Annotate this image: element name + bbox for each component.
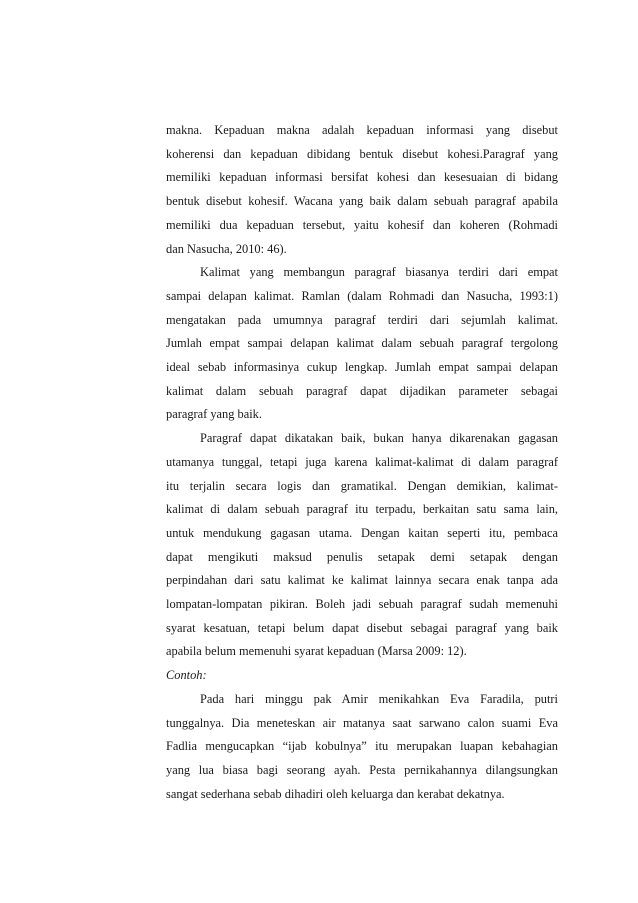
text-line: memiliki kepaduan informasi bersifat kohesi dan kesesuaian di bidang (166, 170, 558, 185)
text-line: paragraf yang baik. (166, 407, 262, 422)
example-heading: Contoh: (166, 668, 207, 683)
paragraph-kepaduan-makna (166, 119, 558, 261)
text-line: koherensi dan kepaduan dibidang bentuk disebut kohesi.Paragraf yang (166, 146, 558, 161)
text-line: sampai delapan kalimat. Ramlan (dalam Rohmadi dan Nasucha, 1993:1) (166, 288, 558, 303)
text-line: utamanya tunggal, tetapi juga karena kalimat-kalimat di dalam paragraf (166, 454, 558, 469)
text-line: apabila belum memenuhi syarat kepaduan (Marsa 2009: 12). (166, 644, 467, 659)
text-line: kalimat di dalam sebuah paragraf itu terpadu, berkaitan satu sama lain, (166, 502, 558, 517)
text-line: Jumlah empat sampai delapan kalimat dalam sebuah paragraf tergolong (166, 336, 558, 351)
text-line: memiliki dua kepaduan tersebut, yaitu kohesif dan koheren (Rohmadi (166, 217, 558, 232)
text-line: dan Nasucha, 2010: 46). (166, 241, 287, 256)
text-line: perpindahan dari satu kalimat ke kalimat lainnya secara enak tanpa ada (166, 573, 558, 588)
text-line: kalimat dalam sebuah paragraf dapat dijadikan parameter sebagai (166, 383, 558, 398)
paragraph-paragraf-baik (166, 427, 558, 664)
text-line: mengatakan pada umumnya paragraf terdiri dari sejumlah kalimat. (166, 312, 558, 327)
text-line: makna. Kepaduan makna adalah kepaduan informasi yang disebut (166, 123, 558, 137)
paragraph-kalimat-pembangun (166, 261, 558, 427)
text-line: itu terjalin secara logis dan gramatikal. Dengan demikian, kalimat- (166, 478, 558, 493)
paragraph-contoh (166, 688, 558, 807)
text-line: Pada hari minggu pak Amir menikahkan Eva Faradila, putri (200, 691, 558, 706)
text-line: lompatan-lompatan pikiran. Boleh jadi sebuah paragraf sudah memenuhi (166, 597, 558, 612)
text-line: Fadlia mengucapkan “ijab kobulnya” itu merupakan luapan kebahagian (166, 739, 558, 754)
text-line: sangat sederhana sebab dihadiri oleh keluarga dan kerabat dekatnya. (166, 786, 505, 801)
text-line: tunggalnya. Dia meneteskan air matanya saat sarwano calon suami Eva (166, 715, 558, 730)
text-line: syarat kesatuan, tetapi belum dapat disebut sebagai paragraf yang baik (166, 620, 558, 635)
document-body (166, 119, 558, 806)
text-line: untuk mendukung gagasan utama. Dengan kaitan seperti itu, pembaca (166, 525, 558, 540)
text-line: ideal sebab informasinya cukup lengkap. Jumlah empat sampai delapan (166, 360, 558, 375)
text-line: Paragraf dapat dikatakan baik, bukan hanya dikarenakan gagasan (200, 431, 558, 446)
text-line: yang lua biasa bagi seorang ayah. Pesta pernikahannya dilangsungkan (166, 762, 558, 777)
text-line: bentuk disebut kohesif. Wacana yang baik dalam sebuah paragraf apabila (166, 194, 558, 209)
text-line: Kalimat yang membangun paragraf biasanya terdiri dari empat (200, 265, 558, 280)
text-line: dapat mengikuti maksud penulis setapak demi setapak dengan (166, 549, 558, 564)
